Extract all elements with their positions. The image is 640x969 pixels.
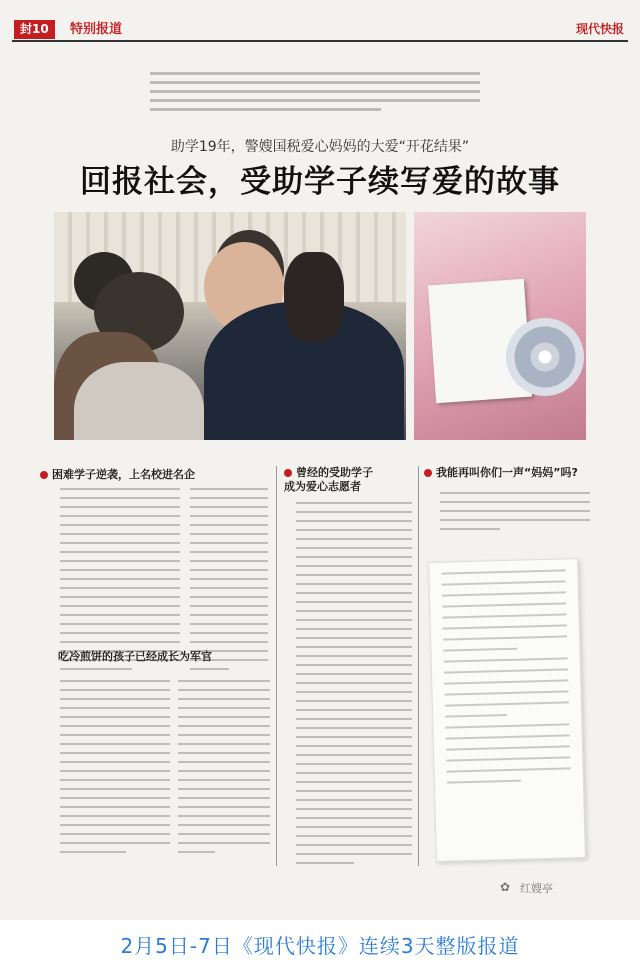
page-header-bar bbox=[12, 18, 628, 42]
article-column-1d bbox=[178, 680, 270, 860]
kicker-subtitle: 助学19年，警嫂国税爱心妈妈的大爱“开花结果” bbox=[170, 139, 470, 155]
subhead-4: 吃冷煎饼的孩子已经成长为军官 bbox=[58, 650, 212, 663]
section-title: 特别报道 bbox=[70, 22, 123, 37]
column-divider-2 bbox=[418, 466, 419, 866]
bottom-caption: 2月5日-7日《现代快报》连续3天整版报道 bbox=[120, 934, 520, 958]
article-column-1a bbox=[60, 488, 180, 677]
lead-paragraph-block bbox=[150, 72, 480, 117]
subhead-3: 我能再叫你们一声“妈妈”吗? bbox=[424, 466, 578, 480]
wechat-icon: ✿ bbox=[500, 880, 511, 894]
photo-book-and-disc bbox=[414, 212, 586, 440]
handwritten-letter-card bbox=[428, 558, 586, 862]
article-column-1c bbox=[60, 680, 170, 860]
subhead-1: 困难学子逆袭，上名校进名企 bbox=[40, 468, 195, 482]
main-headline: 回报社会，受助学子续写爱的故事 bbox=[80, 164, 560, 200]
column-divider bbox=[276, 466, 277, 866]
article-column-2 bbox=[296, 502, 412, 871]
watermark-text: 红嫂亭 bbox=[520, 882, 553, 895]
article-column-3 bbox=[440, 492, 590, 537]
article-column-1b bbox=[190, 488, 268, 677]
photo-volunteer-with-children bbox=[54, 212, 406, 440]
page-number-tag: 封10 bbox=[14, 20, 55, 39]
subhead-2: 曾经的受助学子 成为爱心志愿者 bbox=[284, 466, 373, 493]
newspaper-name: 现代快报 bbox=[575, 22, 624, 36]
